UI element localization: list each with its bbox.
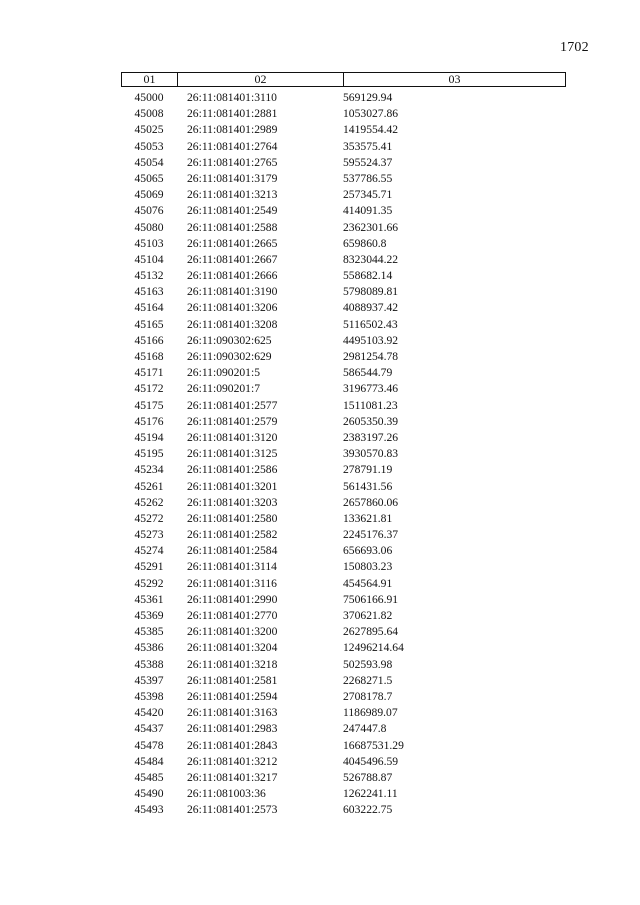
- table-row: [121, 203, 566, 219]
- table-cell: 26:11:081401:2582: [187, 528, 278, 542]
- table-cell: 2268271.5: [343, 673, 393, 687]
- table-cell: 45132: [134, 269, 164, 283]
- table-cell: 586544.79: [343, 366, 393, 380]
- table-cell: 26:11:081401:2580: [187, 511, 278, 525]
- table-cell: 4088937.42: [343, 301, 399, 315]
- table-cell: 45176: [134, 414, 164, 428]
- table-cell: 4045496.59: [343, 754, 399, 768]
- table-cell: 3196773.46: [343, 382, 399, 396]
- table-cell: 8323044.22: [343, 252, 399, 266]
- table-cell: 2362301.66: [343, 220, 399, 234]
- table-cell: 353575.41: [343, 139, 393, 153]
- table-cell: 45172: [134, 382, 164, 396]
- table-cell: 45103: [134, 236, 164, 250]
- table-row: [121, 559, 566, 575]
- table-row: [121, 446, 566, 462]
- table-cell: 26:11:081401:2586: [187, 463, 278, 477]
- table-cell: 45261: [134, 479, 164, 493]
- table-row: [121, 155, 566, 171]
- table-cell: 26:11:081401:3200: [187, 625, 278, 639]
- table-cell: 45195: [134, 447, 164, 461]
- table-cell: 26:11:081401:2666: [187, 269, 278, 283]
- table-cell: 150803.23: [343, 560, 393, 574]
- table-row: [121, 624, 566, 640]
- table-cell: 561431.56: [343, 479, 393, 493]
- table-row: [121, 657, 566, 673]
- table-cell: 370621.82: [343, 609, 393, 622]
- column-header-02: 02: [178, 73, 344, 86]
- table-cell: 45165: [134, 317, 164, 331]
- table-row: [121, 333, 566, 349]
- table-cell: 2245176.37: [343, 528, 399, 542]
- table-row: [121, 236, 566, 252]
- table-cell: 45274: [134, 544, 164, 558]
- table-row: [121, 284, 566, 300]
- table-row: [121, 543, 566, 559]
- table-row: [121, 252, 566, 268]
- table-cell: 26:11:081401:2588: [187, 220, 278, 234]
- table-cell: 45291: [134, 560, 164, 574]
- table-cell: 45437: [134, 722, 164, 736]
- table-cell: 26:11:081401:3114: [187, 560, 277, 574]
- table-cell: 26:11:081401:3163: [187, 706, 278, 720]
- table-cell: 537786.55: [343, 171, 393, 185]
- table-cell: 2657860.06: [343, 495, 399, 509]
- table-cell: 26:11:081401:2577: [187, 398, 278, 412]
- table-cell: 26:11:081401:2579: [187, 414, 278, 428]
- table-row: [121, 511, 566, 527]
- table-row: [121, 592, 566, 608]
- table-cell: 502593.98: [343, 657, 393, 671]
- table-row: [121, 300, 566, 316]
- table-cell: 26:11:081401:3190: [187, 285, 278, 299]
- table-cell: 26:11:090201:7: [187, 382, 260, 396]
- table-cell: 45076: [134, 204, 164, 218]
- table-row: [121, 381, 566, 397]
- table-cell: 26:11:081401:3203: [187, 495, 278, 509]
- table-row: [121, 220, 566, 236]
- table-cell: 45163: [134, 285, 164, 299]
- table-cell: 26:11:081401:2764: [187, 139, 278, 153]
- table-cell: 26:11:081401:2983: [187, 722, 278, 736]
- table-row: [121, 317, 566, 333]
- table-cell: 133621.81: [343, 511, 393, 525]
- table-cell: 2383197.26: [343, 430, 399, 444]
- table-row: [121, 349, 566, 365]
- table-body: [121, 90, 566, 818]
- table-row: [121, 122, 566, 138]
- table-cell: 26:11:081401:2765: [187, 155, 278, 169]
- table-cell: 45493: [134, 803, 164, 817]
- table-cell: 45272: [134, 511, 164, 525]
- table-header: [121, 72, 566, 87]
- table-row: [121, 640, 566, 656]
- table-cell: 26:11:090302:629: [187, 350, 272, 363]
- table-row: [121, 738, 566, 754]
- table-cell: 45069: [134, 188, 164, 202]
- table-cell: 45485: [134, 770, 164, 784]
- table-row: [121, 268, 566, 284]
- table-cell: 26:11:081401:2667: [187, 252, 278, 266]
- table-row: [121, 527, 566, 543]
- table-cell: 2605350.39: [343, 414, 399, 428]
- table-cell: 26:11:081401:2594: [187, 689, 278, 703]
- table-cell: 26:11:081401:3206: [187, 301, 278, 315]
- table-row: [121, 802, 566, 818]
- table-cell: 45234: [134, 463, 164, 477]
- table-row: [121, 398, 566, 414]
- table-cell: 45478: [134, 738, 164, 752]
- table-row: [121, 462, 566, 478]
- table-cell: 1186989.07: [343, 706, 398, 720]
- table-cell: 26:11:081401:2549: [187, 204, 278, 218]
- table-cell: 603222.75: [343, 803, 393, 817]
- table-cell: 569129.94: [343, 91, 393, 104]
- page-number: 1702: [560, 40, 589, 55]
- table-row: [121, 786, 566, 802]
- table-row: [121, 139, 566, 155]
- table-cell: 45175: [134, 398, 164, 412]
- table-cell: 659860.8: [343, 236, 387, 250]
- table-row: [121, 576, 566, 592]
- column-header-01: 01: [122, 73, 178, 86]
- table-cell: 26:11:090201:5: [187, 366, 260, 380]
- table-cell: 45164: [134, 301, 164, 315]
- table-row: [121, 689, 566, 705]
- table-cell: 414091.35: [343, 204, 393, 218]
- table-row: [121, 608, 566, 624]
- table-cell: 26:11:081401:3217: [187, 770, 278, 784]
- table-row: [121, 171, 566, 187]
- table-cell: 26:11:081401:3204: [187, 641, 278, 655]
- table-cell: 45361: [134, 592, 164, 606]
- table-cell: 278791.19: [343, 463, 393, 477]
- table-cell: 45397: [134, 673, 164, 687]
- table-cell: 1053027.86: [343, 107, 399, 121]
- table-cell: 45420: [134, 706, 164, 720]
- table-cell: 26:11:081401:3218: [187, 657, 278, 671]
- table-cell: 26:11:081401:3120: [187, 430, 278, 444]
- table-cell: 26:11:081401:3212: [187, 754, 278, 768]
- table-row: [121, 430, 566, 446]
- table-cell: 26:11:081401:2989: [187, 123, 278, 137]
- table-cell: 45065: [134, 171, 164, 185]
- table-row: [121, 187, 566, 203]
- table-cell: 26:11:081401:3208: [187, 317, 278, 331]
- table-cell: 1262241.11: [343, 787, 398, 801]
- table-cell: 526788.87: [343, 770, 393, 784]
- table-row: [121, 479, 566, 495]
- table-row: [121, 414, 566, 430]
- table-cell: 26:11:081401:2881: [187, 107, 278, 121]
- table-cell: 26:11:081401:3116: [187, 576, 277, 590]
- table-cell: 1511081.23: [343, 398, 398, 412]
- table-cell: 45194: [134, 430, 164, 444]
- table-cell: 45025: [134, 123, 164, 137]
- table-cell: 26:11:081003:36: [187, 787, 266, 801]
- table-cell: 26:11:081401:2990: [187, 592, 278, 606]
- table-cell: 454564.91: [343, 576, 393, 590]
- table-row: [121, 106, 566, 122]
- table-cell: 26:11:081401:2581: [187, 673, 278, 687]
- table-row: [121, 495, 566, 511]
- table-cell: 45008: [134, 107, 164, 121]
- table-cell: 26:11:081401:3125: [187, 447, 278, 461]
- table-row: [121, 365, 566, 381]
- table-cell: 2981254.78: [343, 350, 399, 363]
- table-cell: 45292: [134, 576, 164, 590]
- table-cell: 45171: [134, 366, 164, 380]
- table-cell: 26:11:081401:3201: [187, 479, 278, 493]
- table-cell: 45104: [134, 252, 164, 266]
- table-cell: 45398: [134, 689, 164, 703]
- table-cell: 7506166.91: [343, 592, 399, 606]
- table-cell: 5798089.81: [343, 285, 399, 299]
- table-cell: 45166: [134, 333, 164, 347]
- table-cell: 558682.14: [343, 269, 393, 283]
- table-cell: 257345.71: [343, 188, 393, 202]
- table-row: [121, 721, 566, 737]
- table-cell: 45369: [134, 609, 164, 622]
- table-cell: 26:11:081401:2770: [187, 609, 278, 622]
- table-cell: 45054: [134, 155, 164, 169]
- table-cell: 16687531.29: [343, 738, 404, 752]
- table-row: [121, 673, 566, 689]
- table-cell: 26:11:081401:3110: [187, 91, 277, 104]
- table-row: [121, 770, 566, 786]
- table-cell: 45273: [134, 528, 164, 542]
- table-cell: 45385: [134, 625, 164, 639]
- table-cell: 45080: [134, 220, 164, 234]
- table-row: [121, 754, 566, 770]
- table-cell: 45168: [134, 350, 164, 363]
- table-cell: 5116502.43: [343, 317, 398, 331]
- table-cell: 26:11:081401:2843: [187, 738, 278, 752]
- table-cell: 26:11:081401:2665: [187, 236, 278, 250]
- table-cell: 45484: [134, 754, 164, 768]
- table-cell: 656693.06: [343, 544, 393, 558]
- table-cell: 45388: [134, 657, 164, 671]
- table-cell: 2627895.64: [343, 625, 399, 639]
- table-cell: 595524.37: [343, 155, 393, 169]
- table-cell: 4495103.92: [343, 333, 399, 347]
- table-row: [121, 705, 566, 721]
- table-cell: 247447.8: [343, 722, 387, 736]
- table-cell: 2708178.7: [343, 689, 393, 703]
- table-cell: 26:11:081401:3213: [187, 188, 278, 202]
- column-header-03: 03: [448, 72, 461, 86]
- table-cell: 26:11:081401:2584: [187, 544, 278, 558]
- table-cell: 26:11:081401:3179: [187, 171, 278, 185]
- table-cell: 26:11:081401:2573: [187, 803, 278, 817]
- table-cell: 45490: [134, 787, 164, 801]
- table-cell: 12496214.64: [343, 641, 404, 655]
- table-cell: 45053: [134, 139, 164, 153]
- table-cell: 3930570.83: [343, 447, 399, 461]
- table-cell: 45000: [134, 91, 164, 104]
- table-cell: 26:11:090302:625: [187, 333, 272, 347]
- table-cell: 45262: [134, 495, 164, 509]
- table-cell: 1419554.42: [343, 123, 399, 137]
- table-cell: 45386: [134, 641, 164, 655]
- table-row: [121, 90, 566, 106]
